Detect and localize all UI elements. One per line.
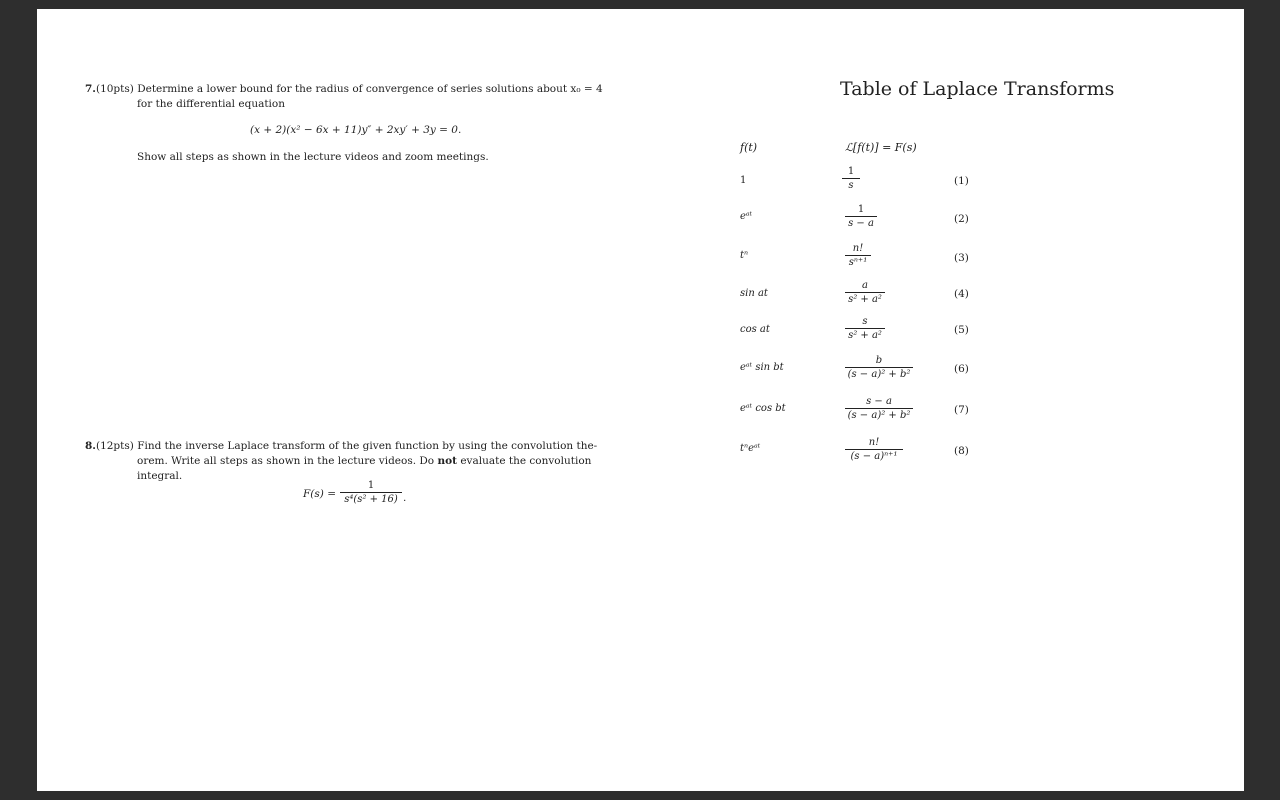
table-row-3-label: (3) — [954, 252, 969, 264]
table-row-4-denominator: s² + a² — [848, 294, 882, 305]
table-row-2-numerator: 1 — [845, 204, 877, 217]
table-row-5-F — [845, 316, 885, 341]
table-row-4-f: sin at — [740, 288, 768, 299]
question-7-instruction: Show all steps as shown in the lecture videos and zoom meetings. — [137, 151, 489, 163]
question-8-period: . — [403, 492, 407, 504]
table-row-1-numerator: 1 — [842, 166, 860, 179]
question-7-equation: (x + 2)(x² − 6x + 11)y″ + 2xy′ + 3y = 0. — [250, 124, 462, 136]
document-page — [37, 9, 1244, 791]
table-row-3-numerator: n! — [845, 243, 871, 256]
question-8-bold-not: not — [437, 455, 457, 467]
question-8-text-line-2a: orem. Write all steps as shown in the lecture videos. Do — [137, 455, 438, 467]
question-8-denominator: s⁴(s² + 16) — [344, 494, 398, 505]
table-row-5-f: cos at — [740, 324, 770, 335]
table-row-1-label: (1) — [954, 175, 969, 187]
table-row-2-denominator: s − a — [848, 218, 874, 229]
table-row-8-F — [845, 437, 903, 462]
question-8-text-line-3: integral. — [137, 470, 183, 482]
table-row-6-numerator: b — [845, 355, 913, 368]
table-row-6-label: (6) — [954, 363, 969, 375]
table-row-8-label: (8) — [954, 445, 969, 457]
question-8-text-line-2 — [85, 454, 625, 469]
table-title: Table of Laplace Transforms — [840, 78, 1115, 100]
table-row-7-denominator: (s − a)² + b² — [847, 410, 911, 421]
table-row-7-F — [845, 396, 913, 421]
table-header-F: ℒ[f(t)] = F(s) — [845, 141, 917, 154]
table-row-8-denominator: (s − a)ⁿ⁺¹ — [850, 451, 898, 462]
question-8-fraction — [340, 480, 402, 505]
table-row-4-label: (4) — [954, 288, 969, 300]
question-8-numerator: 1 — [340, 480, 402, 493]
table-header-f: f(t) — [740, 141, 758, 154]
table-row-3-F — [845, 243, 871, 268]
table-row-2-label: (2) — [954, 213, 969, 225]
question-7-number: 7. — [85, 83, 96, 95]
question-8-text-line-2b: evaluate the convolution — [456, 455, 592, 467]
table-row-2-F — [845, 204, 877, 229]
question-7-text-line-2: for the differential equation — [137, 98, 285, 110]
table-row-1-f: 1 — [740, 175, 747, 186]
table-row-7-label: (7) — [954, 404, 969, 416]
question-8-lhs: F(s) = — [303, 488, 337, 500]
table-row-1-F — [842, 166, 860, 191]
table-row-5-numerator: s — [845, 316, 885, 329]
question-8-points: (12pts) — [95, 440, 134, 452]
table-row-5-denominator: s² + a² — [848, 330, 882, 341]
question-8-number: 8. — [85, 440, 96, 452]
table-row-6-denominator: (s − a)² + b² — [847, 369, 911, 380]
table-row-3-f: tⁿ — [740, 250, 749, 261]
table-row-4-F — [845, 280, 885, 305]
question-7 — [85, 82, 605, 112]
table-row-5-label: (5) — [954, 324, 969, 336]
table-row-7-f: eᵃᵗ cos bt — [740, 403, 786, 414]
table-row-2-f: eᵃᵗ — [740, 211, 753, 222]
table-row-1-denominator: s — [848, 180, 854, 191]
table-row-4-numerator: a — [845, 280, 885, 293]
question-7-points: (10pts) — [95, 83, 134, 95]
question-7-text-line-1: Determine a lower bound for the radius of convergence of series solutions about x₀ = 4 — [137, 83, 603, 95]
table-row-3-denominator: sⁿ⁺¹ — [848, 257, 868, 268]
table-row-6-f: eᵃᵗ sin bt — [740, 362, 784, 373]
table-row-8-f: tⁿeᵃᵗ — [740, 443, 761, 454]
question-8 — [85, 439, 625, 484]
question-8-text-line-1: Find the inverse Laplace transform of the given function by using the convolution the- — [137, 440, 598, 452]
table-row-6-F — [845, 355, 913, 380]
table-row-8-numerator: n! — [845, 437, 903, 450]
table-row-7-numerator: s − a — [845, 396, 913, 409]
